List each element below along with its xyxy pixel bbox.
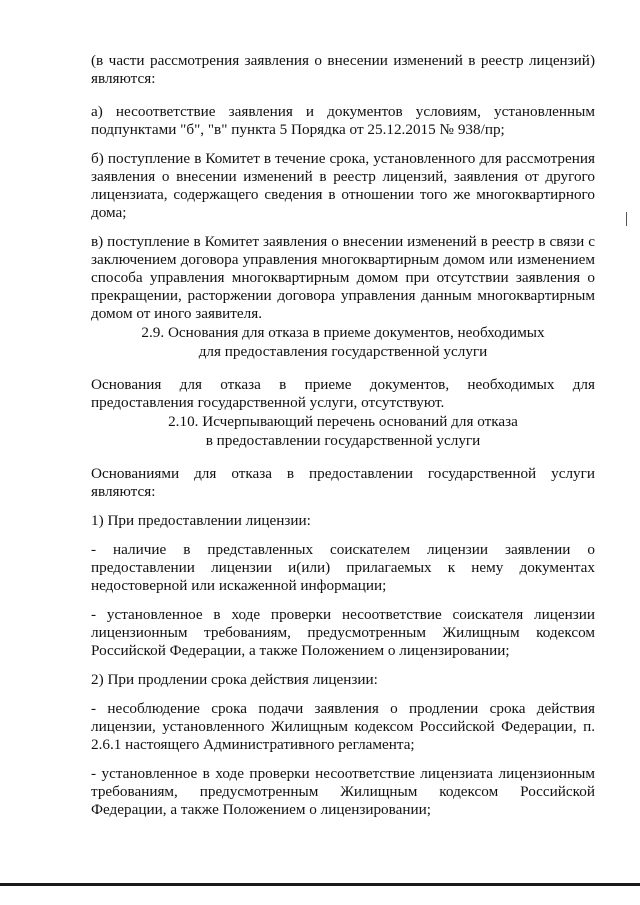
- paragraph-2-10-item2-b: - установленное в ходе проверки несоответствие лицензиата лицензионным требованиям, предусмотренным Жилищным кодексом Российской Федерации, а также Положением о лицензировании;: [91, 765, 595, 818]
- document-body: [91, 52, 595, 819]
- paragraph-intro-continuation: (в части рассмотрения заявления о внесении изменений в реестр лицензий) являются:: [91, 52, 595, 87]
- section-heading-2-9-line2: для предоставления государственной услуги: [198, 343, 488, 360]
- paragraph-2-10-intro: Основаниями для отказа в предоставлении государственной услуги являются:: [91, 465, 595, 500]
- scan-edge-mark: [626, 212, 627, 226]
- paragraph-2-10-item2-a: - несоблюдение срока подачи заявления о продлении срока действия лицензии, установленного Жилищным кодексом Российской Федерации, п. 2.6.1 настоящего Административного регламента;: [91, 700, 595, 753]
- section-heading-2-10-line1: 2.10. Исчерпывающий перечень оснований для отказа: [168, 413, 518, 430]
- section-heading-2-9: [91, 323, 595, 361]
- paragraph-item-a: а) несоответствие заявления и документов условиям, установленным подпунктами "б", "в" пункта 5 Порядка от 25.12.2015 № 938/пр;: [91, 103, 595, 138]
- section-heading-2-10: [91, 412, 595, 450]
- paragraph-2-10-item1-a: - наличие в представленных соискателем лицензии заявлении о предоставлении лицензии и(или) прилагаемых к нему документах недостоверной или искаженной информации;: [91, 541, 595, 594]
- paragraph-2-10-item2-title: 2) При продлении срока действия лицензии:: [91, 671, 378, 688]
- paragraph-2-9-body: Основания для отказа в приеме документов, необходимых для предоставления государственной услуги, отсутствуют.: [91, 376, 595, 411]
- paragraph-2-10-item1-b: - установленное в ходе проверки несоответствие соискателя лицензии лицензионным требованиям, предусмотренным Жилищным кодексом Российской Федерации, а также Положением о лицензировании;: [91, 606, 595, 659]
- paragraph-2-10-item1-title: 1) При предоставлении лицензии:: [91, 512, 311, 529]
- section-heading-2-10-line2: в предоставлении государственной услуги: [205, 432, 481, 449]
- scan-bottom-edge-line: [0, 883, 640, 886]
- paragraph-item-v: в) поступление в Комитет заявления о внесении изменений в реестр в связи с заключением договора управления многоквартирным домом или изменением способа управления многоквартирным домом при отсутствии заявления о прекращении, расторжении договора управления данным многоквартирным домом от иного заявителя.: [91, 233, 595, 322]
- paragraph-item-b: б) поступление в Комитет в течение срока, установленного для рассмотрения заявления о внесении изменений в реестр лицензий, заявления от другого лицензиата, содержащего сведения в отношении того же многоквартирного дома;: [91, 150, 595, 221]
- section-heading-2-9-line1: 2.9. Основания для отказа в приеме документов, необходимых: [141, 324, 545, 341]
